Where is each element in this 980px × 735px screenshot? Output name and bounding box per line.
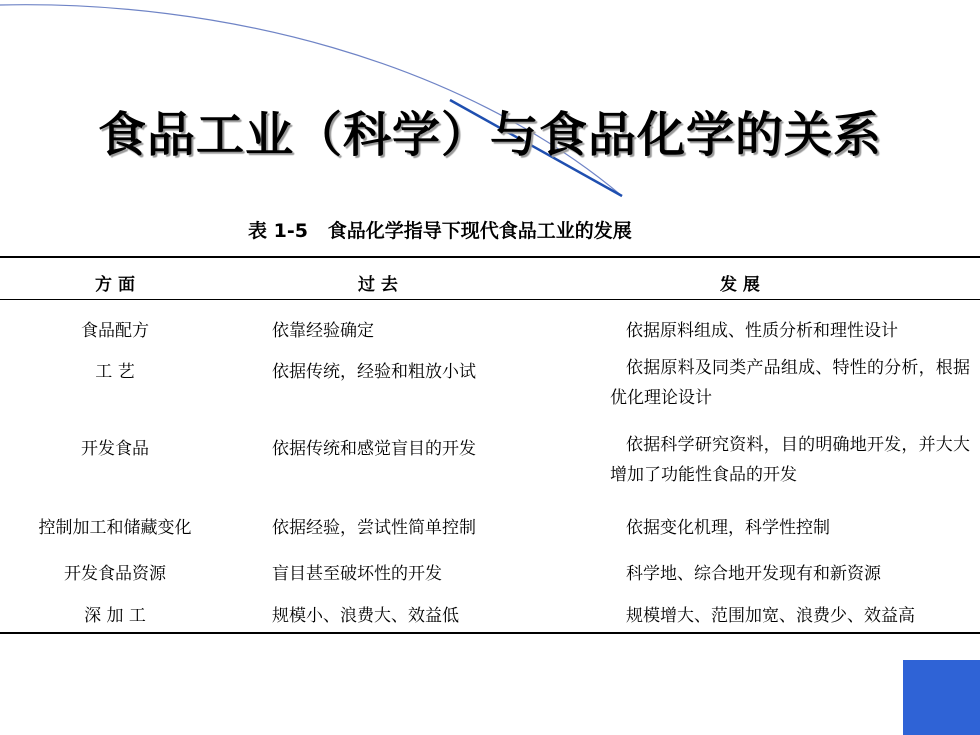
col-header-past: 过 去: [358, 275, 398, 295]
table-row-aspect: 工 艺: [95, 362, 135, 382]
corner-decoration-box: [903, 660, 980, 735]
table-row-past: 盲目甚至破坏性的开发: [272, 564, 442, 584]
table-row-development: 依据科学研究资料，目的明确地开发，并大大增加了功能性食品的开发: [610, 435, 970, 485]
table-row-aspect: 控制加工和储藏变化: [38, 518, 192, 538]
table-row-past: 依据传统和感觉盲目的开发: [272, 439, 476, 459]
table-row-aspect: 深 加 工: [84, 606, 146, 626]
table-row-past: 依靠经验确定: [272, 321, 374, 341]
col-header-development: 发 展: [720, 275, 760, 295]
table-row-past: 依据经验，尝试性简单控制: [272, 518, 476, 538]
table-row-aspect: 食品配方: [81, 321, 149, 341]
col-header-aspect: 方 面: [95, 275, 135, 295]
table-top-rule: [0, 256, 980, 258]
slide-title: 食品工业（科学）与食品化学的关系: [97, 107, 882, 163]
table-row-past: 规模小、浪费大、效益低: [272, 606, 459, 626]
table-bottom-rule: [0, 632, 980, 634]
table-header-rule: [0, 299, 980, 300]
table-row-past: 依据传统，经验和粗放小试: [272, 362, 476, 382]
table-row-development: 依据原料及同类产品组成、特性的分析，根据优化理论设计: [610, 358, 970, 408]
table-caption: 表 1-5 食品化学指导下现代食品工业的发展: [248, 220, 632, 242]
table-row-aspect: 开发食品资源: [64, 564, 166, 584]
table-row-development: 科学地、综合地开发现有和新资源: [626, 564, 881, 584]
table-row-aspect: 开发食品: [81, 439, 149, 459]
table-row-development: 依据变化机理，科学性控制: [626, 518, 830, 538]
table-row-development: 依据原料组成、性质分析和理性设计: [626, 321, 898, 341]
table-row-development: 规模增大、范围加宽、浪费少、效益高: [626, 606, 915, 626]
